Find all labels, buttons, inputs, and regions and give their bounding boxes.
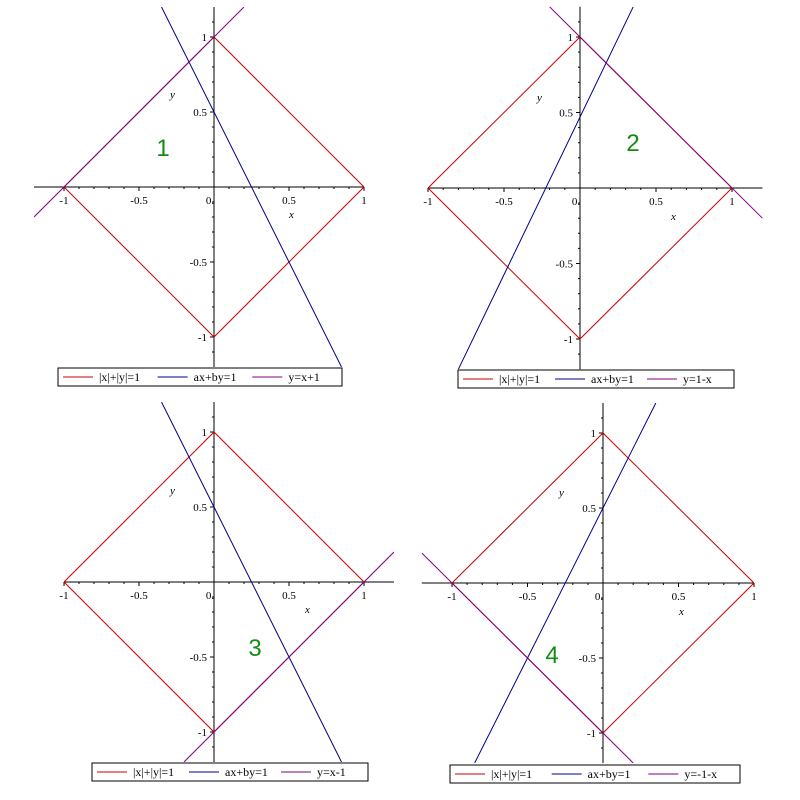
legend	[458, 370, 734, 388]
y-tick-label: -1	[563, 334, 573, 346]
y-tick-label: 1	[201, 427, 207, 439]
legend-label: |x|+|y|=1	[491, 767, 533, 781]
y-axis-label: y	[559, 487, 564, 499]
panel-number-label: 2	[626, 130, 640, 157]
y-tick-label: 1	[201, 32, 207, 44]
x-tick-label: 1	[361, 590, 367, 602]
panel-number-label: 4	[545, 642, 559, 669]
series-line	[550, 7, 763, 218]
y-axis-label: y	[537, 92, 542, 104]
y-tick-label: 0.5	[193, 502, 207, 514]
x-tick-label: 0.	[571, 196, 581, 208]
y-axis-label: y	[170, 485, 175, 497]
x-tick-label: 1	[751, 591, 757, 603]
legend-label: ax+by=1	[225, 765, 268, 779]
y-tick-label: -0.5	[578, 653, 596, 665]
y-tick-label: 0.5	[582, 503, 596, 515]
y-tick-label: 1	[567, 32, 573, 44]
y-tick-label: -0.5	[189, 652, 207, 664]
y-tick-label: -0.5	[555, 258, 573, 271]
legend-label: ax+by=1	[591, 372, 634, 386]
x-tick-label: -0.5	[130, 590, 148, 602]
chart-panel-4	[422, 403, 757, 783]
legend	[58, 368, 342, 386]
legend-label: ax+by=1	[587, 767, 631, 781]
x-tick-label: 0.5	[671, 591, 686, 603]
y-tick-label: 1	[590, 428, 596, 440]
x-tick-label: 0.5	[282, 195, 296, 207]
x-tick-label: -1	[447, 591, 457, 603]
chart-panel-2	[423, 7, 762, 388]
legend	[450, 765, 740, 783]
x-tick-label: 0.	[205, 590, 215, 602]
x-tick-label: -0.5	[518, 591, 537, 603]
x-tick-label: 1	[361, 195, 367, 207]
x-tick-label: -0.5	[130, 195, 148, 207]
x-tick-label: 0.	[205, 195, 215, 207]
y-tick-label: -1	[586, 728, 596, 740]
x-axis-label: x	[671, 211, 676, 223]
legend-label: |x|+|y|=1	[499, 372, 541, 386]
legend-label: |x|+|y|=1	[133, 765, 175, 779]
chart-panel-1	[34, 7, 367, 386]
y-tick-label: 0.5	[559, 107, 573, 120]
panel-number-label: 3	[248, 635, 262, 662]
legend-label: |x|+|y|=1	[99, 370, 141, 384]
y-axis-label: y	[170, 89, 175, 101]
legend-label: y=-1-x	[684, 767, 718, 781]
x-tick-label: -1	[423, 196, 433, 208]
y-tick-label: -0.5	[189, 257, 207, 269]
y-tick-label: -1	[197, 332, 207, 344]
legend-label: y=x+1	[288, 370, 320, 384]
x-tick-label: 1	[729, 196, 735, 208]
x-axis-label: x	[679, 606, 684, 618]
x-tick-label: 0.5	[649, 196, 663, 208]
chart-panel-3	[59, 402, 394, 781]
x-tick-label: 0.	[594, 591, 604, 603]
x-axis-label: x	[289, 209, 294, 221]
y-tick-label: -1	[197, 727, 207, 739]
panel-number-label: 1	[156, 135, 170, 162]
x-tick-label: -1	[59, 195, 69, 207]
x-tick-label: -0.5	[495, 196, 513, 208]
legend	[92, 763, 368, 781]
y-tick-label: 0.5	[193, 107, 207, 119]
x-tick-label: -1	[59, 590, 69, 602]
x-tick-label: 0.5	[282, 590, 296, 602]
legend-label: y=1-x	[683, 372, 712, 386]
legend-label: ax+by=1	[193, 370, 237, 384]
x-axis-label: x	[305, 604, 310, 616]
legend-label: y=x-1	[317, 765, 346, 779]
